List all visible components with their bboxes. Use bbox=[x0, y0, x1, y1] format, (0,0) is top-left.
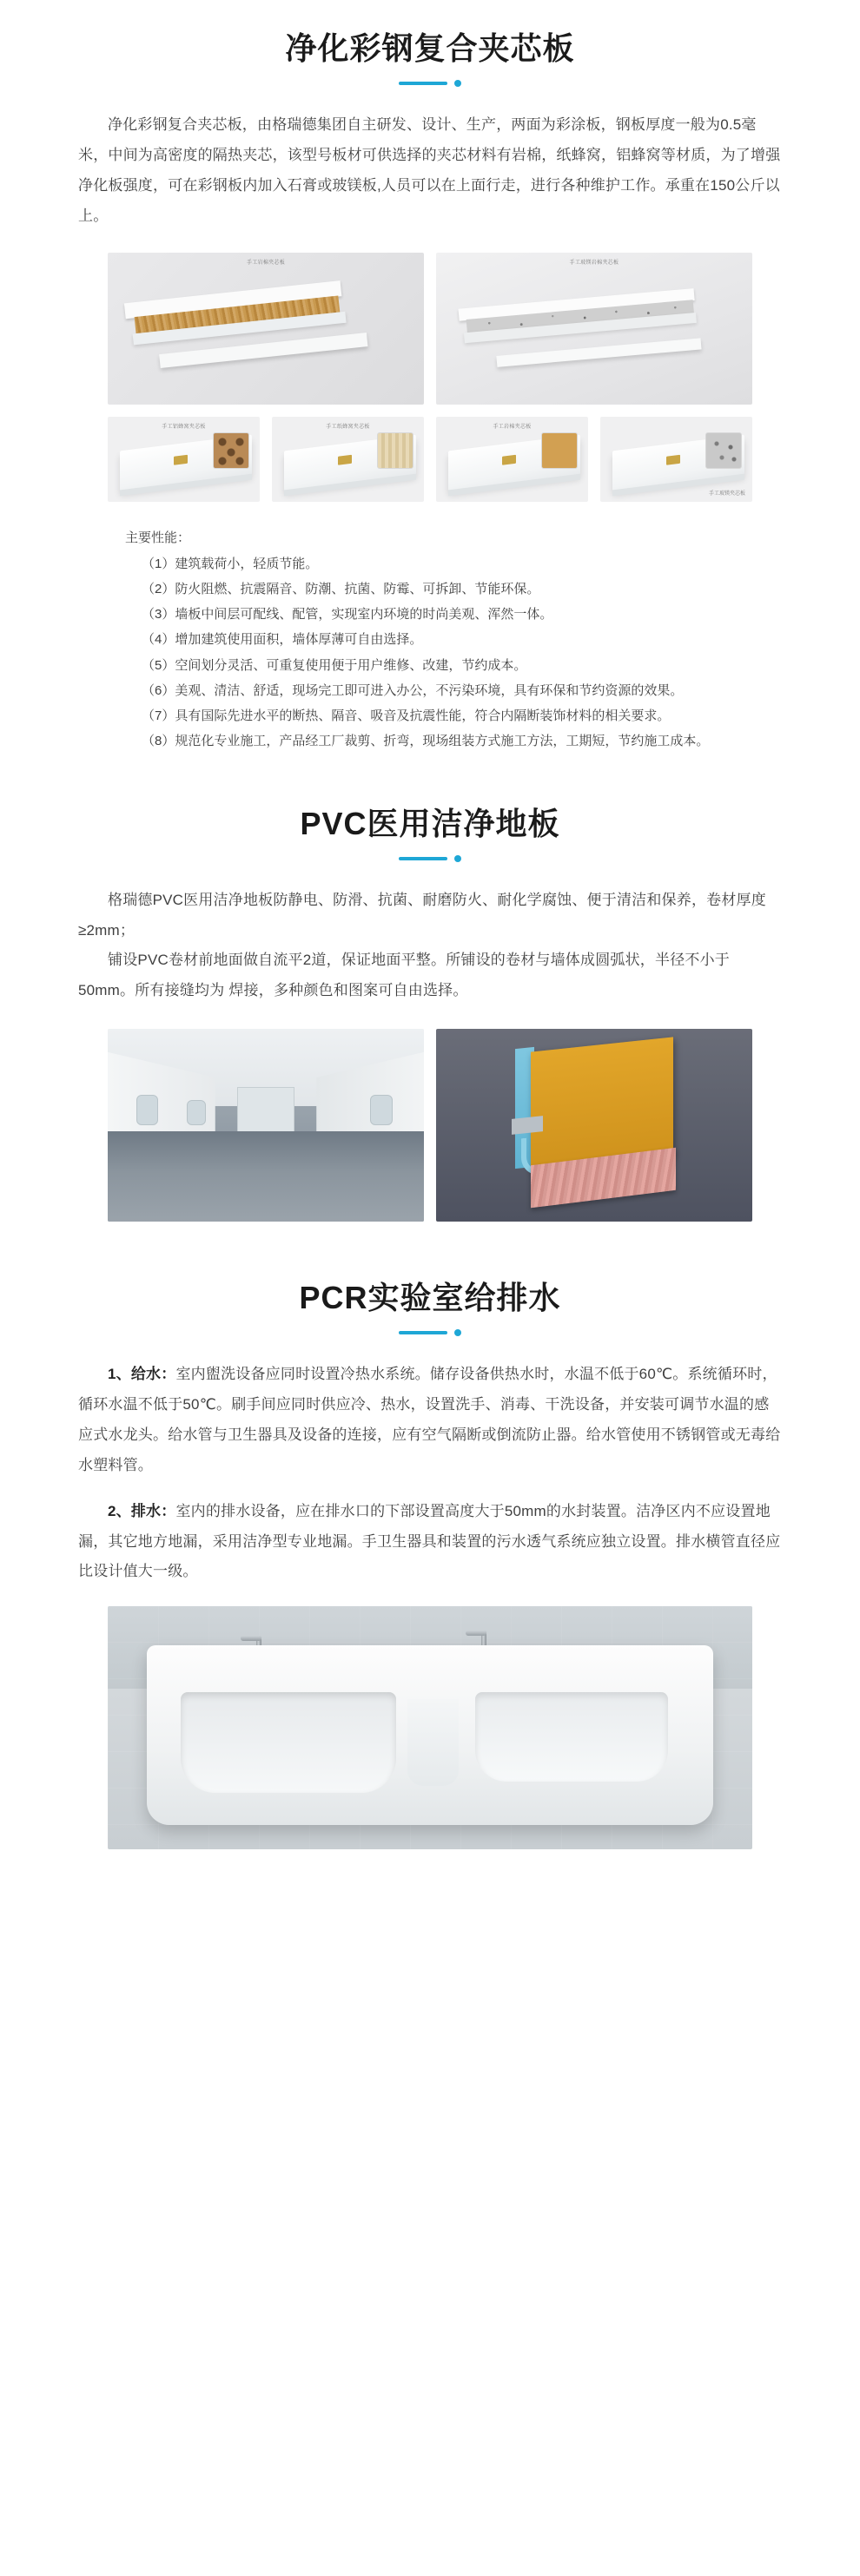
drainage-text: 室内的排水设备，应在排水口的下部设置高度大于50mm的水封装置。洁净区内不应设置地漏，其它地方地漏，采用洁净型专业地漏。手卫生器具和装置的污水透气系统应独立设置。排水横管直径应比设计值大一级。 bbox=[78, 1502, 781, 1580]
section-1-header bbox=[68, 30, 792, 88]
panel-edge bbox=[448, 473, 580, 496]
features-list bbox=[125, 551, 735, 754]
panel-edge bbox=[284, 473, 416, 496]
water-supply-paragraph bbox=[78, 1360, 782, 1480]
section-3-header bbox=[68, 1279, 792, 1337]
title-decoration-1 bbox=[68, 79, 792, 88]
deco-bar-icon bbox=[399, 82, 447, 85]
corridor-window bbox=[187, 1100, 206, 1125]
features-title: 主要性能： bbox=[125, 530, 191, 545]
feature-item: （8）规范化专业施工，产品经工厂裁剪、折弯，现场组装方式施工方法，工期短，节约施工成本。 bbox=[142, 734, 710, 749]
feature-item: （2）防火阻燃、抗震隔音、防潮、抗菌、防霉、可拆卸、节能环保。 bbox=[142, 581, 540, 596]
thumb-caption-top: 手工铝蜂窝夹芯板 bbox=[162, 424, 206, 430]
gypsum-panel-thumb bbox=[600, 417, 752, 502]
laboratory-sink-photo bbox=[108, 1606, 752, 1849]
deco-dot-icon bbox=[454, 1329, 461, 1336]
deco-bar-icon bbox=[399, 1331, 447, 1334]
feature-item: （7）具有国际先进水平的断热、隔音、吸音及抗震性能，符合内隔断装饰材料的相关要求。 bbox=[142, 708, 671, 724]
feature-item: （4）增加建筑使用面积，墙体厚薄可自由选择。 bbox=[142, 632, 423, 648]
panel-insert bbox=[338, 454, 352, 464]
section-1-features bbox=[125, 528, 735, 754]
feature-item: （6）美观、清洁、舒适，现场完工即可进入办公，不污染环境，具有环保和节约资源的效果。 bbox=[142, 682, 684, 698]
pvc-floor-construction-diagram bbox=[436, 1029, 752, 1222]
title-decoration-2 bbox=[68, 854, 792, 863]
section-pvc-floor bbox=[0, 754, 860, 1222]
section-1-thumbnail-row bbox=[108, 417, 752, 502]
section-3-title: PCR实验室给排水 bbox=[299, 1280, 561, 1316]
corridor-window bbox=[370, 1095, 392, 1126]
section-1-photo-row bbox=[108, 253, 752, 405]
section-2-body bbox=[78, 886, 782, 1006]
panel-insert bbox=[174, 454, 188, 464]
aluminum-honeycomb-panel-thumb bbox=[108, 417, 260, 502]
photo-caption-top: 手工岩棉夹芯板 bbox=[246, 260, 286, 266]
rockwool-swatch bbox=[541, 432, 578, 469]
section-2-paragraph-1: 格瑞德PVC医用洁净地板防静电、防滑、抗菌、耐磨防火、耐化学腐蚀、便于清洁和保养，卷材厚度≥2mm； bbox=[78, 891, 766, 939]
aluminum-honeycomb-swatch bbox=[213, 432, 249, 469]
sink-divider bbox=[407, 1699, 459, 1785]
feature-item: （1）建筑载荷小，轻质节能。 bbox=[142, 556, 319, 571]
sink-basin-right bbox=[475, 1692, 668, 1782]
panel-edge bbox=[120, 473, 252, 496]
panel-insert bbox=[502, 454, 516, 464]
sink-basin-left bbox=[181, 1692, 396, 1793]
deco-bar-icon bbox=[399, 857, 447, 860]
water-supply-text: 室内盥洗设备应同时设置冷热水系统。储存设备供热水时，水温不低于60℃。系统循环时，循环水温不低于50℃。刷手间应同时供应冷、热水，设置洗手、消毒、干洗设备，并安装可调节水温的感应式水龙头。给水管与卫生器具及设备的连接，应有空气隔断或倒流防止器。给水管使用不锈钢管或无毒给水塑料管。 bbox=[78, 1366, 781, 1473]
corridor-pvc-floor bbox=[108, 1131, 424, 1222]
deco-dot-icon bbox=[454, 855, 461, 862]
section-2-header bbox=[68, 805, 792, 863]
deco-dot-icon bbox=[454, 80, 461, 87]
corridor-window bbox=[136, 1095, 158, 1126]
thumb-caption-top: 手工纸蜂窝夹芯板 bbox=[326, 424, 370, 430]
photo-caption-top: 手工玻镁岩棉夹芯板 bbox=[569, 260, 619, 266]
section-1-title: 净化彩钢复合夹芯板 bbox=[285, 30, 575, 66]
section-color-steel-panel bbox=[0, 0, 860, 754]
panel-insert bbox=[666, 454, 680, 464]
thumb-caption-bottom-right: 手工玻镁夹芯板 bbox=[708, 491, 745, 497]
drainage-label: 2、排水： bbox=[108, 1502, 176, 1519]
section-2-paragraph-2: 铺设PVC卷材前地面做自流平2道，保证地面平整。所铺设的卷材与墙体成圆弧状，半径不小于50mm。所有接缝均为 焊接，多种颜色和图案可自由选择。 bbox=[78, 952, 731, 999]
page-bottom-spacer bbox=[0, 1849, 860, 1889]
gypsum-swatch bbox=[705, 432, 742, 469]
drainage-paragraph bbox=[78, 1497, 782, 1588]
rockwool-core-panel-photo bbox=[108, 253, 424, 405]
section-2-title: PVC医用洁净地板 bbox=[300, 805, 560, 841]
clean-corridor-photo bbox=[108, 1029, 424, 1222]
thumb-caption-top: 手工岩棉夹芯板 bbox=[493, 424, 532, 430]
gypsum-core-panel-photo bbox=[436, 253, 752, 405]
title-decoration-3 bbox=[68, 1328, 792, 1337]
section-pcr-water bbox=[0, 1222, 860, 1849]
section-2-photo-row bbox=[108, 1029, 752, 1222]
water-supply-label: 1、给水： bbox=[108, 1366, 176, 1383]
feature-item: （3）墙板中间层可配线、配管，实现室内环境的时尚美观、浑然一体。 bbox=[142, 607, 553, 623]
sink-body bbox=[147, 1645, 714, 1825]
feature-item: （5）空间划分灵活、可重复使用便于用户维修、改建，节约成本。 bbox=[142, 657, 527, 673]
section-3-body bbox=[78, 1360, 782, 1587]
paper-honeycomb-panel-thumb bbox=[272, 417, 424, 502]
section-1-paragraph: 净化彩钢复合夹芯板，由格瑞德集团自主研发、设计、生产，两面为彩涂板，钢板厚度一般为0.5毫米，中间为高密度的隔热夹芯，该型号板材可供选择的夹芯材料有岩棉，纸蜂窝，铝蜂窝等材质，为了增强净化板强度，可在彩钢板内加入石膏或玻镁板,人员可以在上面行走，进行各种维护工作。承重在150公斤以上。 bbox=[78, 116, 781, 224]
paper-honeycomb-swatch bbox=[377, 432, 413, 469]
rockwool-panel-thumb bbox=[436, 417, 588, 502]
